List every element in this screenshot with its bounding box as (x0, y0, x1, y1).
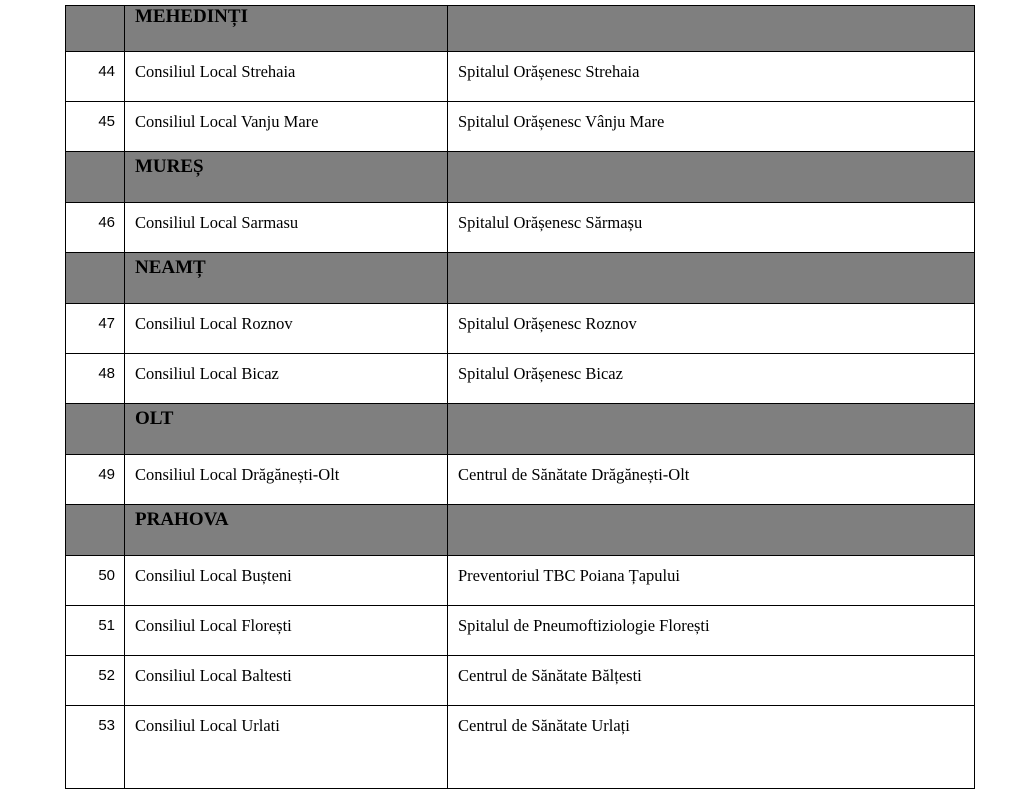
table-row (66, 706, 975, 789)
row-number: 44 (66, 52, 125, 102)
table-row (66, 102, 975, 152)
county-empty-cell (448, 404, 975, 455)
county-number-cell (66, 505, 125, 556)
hospital-transfer-table (65, 5, 975, 789)
row-number: 46 (66, 203, 125, 253)
row-number: 52 (66, 656, 125, 706)
county-row (66, 253, 975, 304)
table-row (66, 52, 975, 102)
county-empty-cell (448, 6, 975, 52)
local-council: Consiliul Local Bușteni (125, 556, 448, 606)
county-number-cell (66, 152, 125, 203)
table-row (66, 606, 975, 656)
table-row (66, 203, 975, 253)
county-empty-cell (448, 253, 975, 304)
county-row (66, 404, 975, 455)
table-row (66, 354, 975, 404)
health-unit: Spitalul Orășenesc Sărmașu (448, 203, 975, 253)
row-number: 51 (66, 606, 125, 656)
row-number: 49 (66, 455, 125, 505)
local-council: Consiliul Local Urlati (125, 706, 448, 789)
county-name: NEAMȚ (125, 253, 448, 304)
local-council: Consiliul Local Roznov (125, 304, 448, 354)
health-unit: Spitalul Orășenesc Roznov (448, 304, 975, 354)
county-name: MEHEDINȚI (125, 6, 448, 52)
row-number: 45 (66, 102, 125, 152)
health-unit: Centrul de Sănătate Drăgănești-Olt (448, 455, 975, 505)
local-council: Consiliul Local Bicaz (125, 354, 448, 404)
county-empty-cell (448, 505, 975, 556)
table-row (66, 556, 975, 606)
health-unit: Spitalul Orășenesc Vânju Mare (448, 102, 975, 152)
health-unit: Preventoriul TBC Poiana Țapului (448, 556, 975, 606)
health-unit: Spitalul de Pneumoftiziologie Florești (448, 606, 975, 656)
county-name: OLT (125, 404, 448, 455)
local-council: Consiliul Local Strehaia (125, 52, 448, 102)
local-council: Consiliul Local Drăgănești-Olt (125, 455, 448, 505)
health-unit: Centrul de Sănătate Bălțesti (448, 656, 975, 706)
row-number: 50 (66, 556, 125, 606)
health-unit: Spitalul Orășenesc Bicaz (448, 354, 975, 404)
local-council: Consiliul Local Sarmasu (125, 203, 448, 253)
county-name: MUREȘ (125, 152, 448, 203)
health-unit: Centrul de Sănătate Urlați (448, 706, 975, 789)
county-name: PRAHOVA (125, 505, 448, 556)
county-number-cell (66, 253, 125, 304)
health-unit: Spitalul Orășenesc Strehaia (448, 52, 975, 102)
county-empty-cell (448, 152, 975, 203)
table-row (66, 455, 975, 505)
local-council: Consiliul Local Vanju Mare (125, 102, 448, 152)
row-number: 48 (66, 354, 125, 404)
table-row (66, 304, 975, 354)
row-number: 47 (66, 304, 125, 354)
county-number-cell (66, 404, 125, 455)
county-row (66, 505, 975, 556)
county-number-cell (66, 6, 125, 52)
county-row (66, 6, 975, 52)
local-council: Consiliul Local Baltesti (125, 656, 448, 706)
county-row (66, 152, 975, 203)
row-number: 53 (66, 706, 125, 789)
table-row (66, 656, 975, 706)
local-council: Consiliul Local Florești (125, 606, 448, 656)
